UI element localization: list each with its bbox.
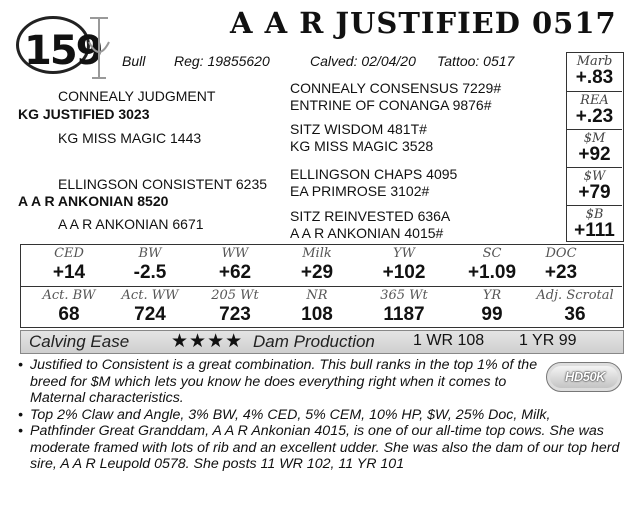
index-label: $W	[583, 169, 606, 184]
index-value: +79	[578, 182, 611, 203]
index-marb	[567, 53, 622, 92]
index-label: $B	[585, 207, 604, 222]
dam-production-label: Dam Production	[253, 332, 375, 351]
actual-value: 723	[219, 304, 251, 325]
actual-value: 108	[301, 304, 333, 325]
pedigree-sire-sire: CONNEALY JUDGMENT	[58, 88, 216, 104]
index-value: +111	[574, 220, 615, 241]
epd-cell	[191, 245, 279, 286]
actual-label: Act. BW	[42, 288, 96, 303]
actual-cell	[529, 287, 621, 328]
actual-label: Act. WW	[121, 288, 179, 303]
epd-row	[21, 245, 622, 286]
actual-label: 205 Wt	[211, 288, 259, 303]
pedigree-dss: ELLINGSON CHAPS 4095	[290, 166, 458, 182]
pedigree-sss: CONNEALY CONSENSUS 7229#	[290, 80, 502, 96]
pedigree-ddd: A A R ANKONIAN 4015#	[290, 225, 444, 241]
animal-name: A A R JUSTIFIED 0517	[230, 6, 617, 40]
epd-table	[20, 244, 624, 328]
epd-cell	[111, 245, 189, 286]
calving-ease-label: Calving Ease	[29, 332, 130, 351]
note-item: • Top 2% Claw and Angle, 3% BW, 4% CED, 5% CEM, 10% HP, $W, 25% Doc, Milk,	[18, 406, 551, 423]
actual-label: NR	[306, 288, 328, 303]
actual-value: 36	[564, 304, 586, 325]
sex: Bull	[122, 53, 146, 69]
epd-value: +1.09	[467, 262, 517, 283]
pedigree-dam-dam: A A R ANKONIAN 6671	[58, 216, 204, 232]
epd-cell	[521, 245, 601, 286]
epd-label: WW	[221, 246, 249, 261]
index-label: $M	[583, 131, 606, 146]
actual-cell	[111, 287, 189, 328]
dam-production-yr: 1 YR 99	[519, 332, 577, 349]
epd-cell	[356, 245, 452, 286]
epd-cell	[29, 245, 109, 286]
registration: Reg: 19855620	[174, 53, 270, 69]
actual-value: 68	[58, 304, 80, 325]
actual-row	[21, 286, 622, 327]
brand-mark-icon	[86, 12, 112, 82]
pedigree-dds: SITZ REINVESTED 636A	[290, 208, 451, 224]
note-text: Justified to Consistent is a great combination. This bull ranks in the top 1% of the breed for $M which lets you know he does everything right when it comes to Maternal characteristics.	[30, 357, 538, 406]
index-value: +.83	[575, 67, 614, 88]
index-m	[567, 130, 622, 168]
actual-value: 99	[481, 304, 503, 325]
notes-list	[18, 357, 622, 473]
tattoo: Tattoo: 0517	[437, 53, 515, 69]
actual-label: YR	[482, 288, 502, 303]
actual-cell	[191, 287, 279, 328]
index-value: +92	[578, 144, 611, 165]
calved-date: Calved: 02/04/20	[310, 53, 416, 69]
index-label: REA	[580, 93, 609, 108]
note-text: Pathfinder Great Granddam, A A R Ankonian 4015, is one of our all-time top cows. She was moderate framed with lots of rib and an excellent udder. She was also the dam of our top herd sire, A A R Leupold 0578. She posts 11 WR 102, 11 YR 101	[30, 423, 620, 472]
actual-cell	[356, 287, 452, 328]
epd-label: YW	[393, 246, 415, 261]
index-b	[567, 206, 622, 241]
note-text: Top 2% Claw and Angle, 3% BW, 4% CED, 5% CEM, 10% HP, $W, 25% Doc, Milk,	[30, 406, 551, 423]
actual-value: 724	[134, 304, 166, 325]
actual-label: Adj. Scrotal	[536, 288, 614, 303]
pedigree-ssd: ENTRINE OF CONANGA 9876#	[290, 97, 492, 113]
epd-label: BW	[138, 246, 162, 261]
calving-ease-stars: ★★★★	[171, 330, 244, 352]
epd-value: +29	[300, 262, 334, 283]
index-column	[566, 52, 624, 242]
pedigree-sire: KG JUSTIFIED 3023	[18, 106, 150, 122]
actual-cell	[279, 287, 355, 328]
index-label: Marb	[576, 54, 613, 69]
index-rea	[567, 92, 622, 130]
pedigree-sire-dam: KG MISS MAGIC 1443	[58, 130, 202, 146]
actual-cell	[29, 287, 109, 328]
epd-value: +14	[52, 262, 86, 283]
epd-value: +102	[382, 262, 426, 283]
epd-cell	[279, 245, 355, 286]
note-item: • Justified to Consistent is a great combination. This bull ranks in the top 1% of the breed for $M which lets you know he does everything right when it comes to Maternal characteristics.	[18, 357, 538, 406]
actual-label: 365 Wt	[380, 288, 428, 303]
lot-badge	[12, 12, 108, 72]
pedigree-dsd: EA PRIMROSE 3102#	[290, 183, 430, 199]
pedigree-dam-sire: ELLINGSON CONSISTENT 6235	[58, 176, 268, 192]
index-value: +.23	[575, 106, 614, 127]
pedigree-sds: SITZ WISDOM 481T#	[290, 121, 427, 137]
dam-production-wr: 1 WR 108	[413, 332, 485, 349]
note-item: • Pathfinder Great Granddam, A A R Ankonian 4015, is one of our all-time top cows. She was moderate framed with lots of rib and an excellent udder. She was also the dam of our top herd sire, A A R Leupold 0578. She posts 11 WR 102, 11 YR 101	[18, 423, 620, 472]
index-w	[567, 168, 622, 206]
actual-cell	[449, 287, 535, 328]
epd-value: +62	[218, 262, 252, 283]
hd50k-badge-text: HD50K	[564, 369, 606, 384]
epd-label: CED	[54, 246, 84, 261]
epd-label: SC	[482, 246, 502, 261]
lot-number: 159	[24, 28, 102, 74]
pedigree-dam: A A R ANKONIAN 8520	[18, 193, 169, 209]
epd-value: -2.5	[133, 262, 167, 283]
pedigree-sdd: KG MISS MAGIC 3528	[290, 138, 434, 154]
epd-label: Milk	[302, 246, 332, 261]
actual-value: 1187	[383, 304, 425, 325]
epd-value: +23	[544, 262, 578, 283]
epd-label: DOC	[545, 246, 577, 261]
calving-ease-bar	[20, 330, 624, 354]
